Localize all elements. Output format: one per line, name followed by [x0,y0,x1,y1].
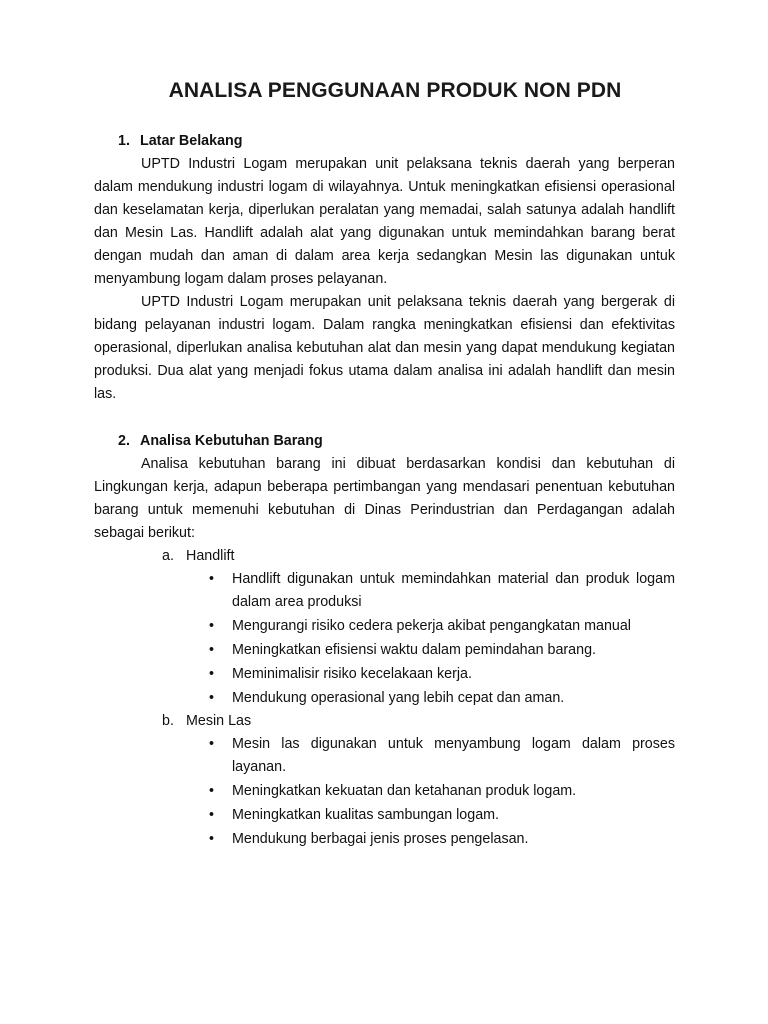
bullet-icon: • [209,642,215,658]
list-item: • Mendukung berbagai jenis proses pengelasan. [209,828,675,851]
paragraph: UPTD Industri Logam merupakan unit pelaksana teknis daerah yang bergerak di bidang pelayanan industri logam. Dalam rangka meningkatkan efisiensi dan efektivitas operasional, diperlukan analisa kebutuhan alat dan mesin yang dapat mendukung kegiatan produksi. Dua alat yang menjadi fokus utama dalam analisa ini adalah handlift dan mesin las. [94,294,675,402]
list-item: • Meningkatkan kekuatan dan ketahanan produk logam. [209,780,675,803]
bullet-icon: • [209,783,215,799]
list-item: • Mengurangi risiko cedera pekerja akibat pengangkatan manual [209,615,675,638]
sub-item-letter: b. [162,713,174,729]
section-number: 2. [118,433,130,449]
list-item: • Mesin las digunakan untuk menyambung logam dalam proses layanan. [209,733,675,779]
bullet-icon: • [209,666,215,682]
paragraph: UPTD Industri Logam merupakan unit pelaksana teknis daerah yang berperan dalam mendukung industri logam di wilayahnya. Untuk meningkatkan efisiensi operasional dan keselamatan kerja, diperlukan peralatan yang memadai, salah satunya adalah handlift dan Mesin Las. Handlift adalah alat yang digunakan untuk memindahkan barang berat dengan mudah dan aman di dalam area kerja sedangkan Mesin las digunakan untuk menyambung logam dalam proses pelayanan. [94,156,675,287]
list-item: • Mendukung operasional yang lebih cepat dan aman. [209,687,675,710]
list-item: • Meningkatkan efisiensi waktu dalam pemindahan barang. [209,639,675,662]
section-title: Analisa Kebutuhan Barang [140,433,323,449]
sub-item-handlift [162,545,675,568]
list-item: • Handlift digunakan untuk memindahkan material dan produk logam dalam area produksi [209,568,675,614]
list-item: • Meminimalisir risiko kecelakaan kerja. [209,663,675,686]
sub-item-label: Handlift [186,548,235,564]
bullet-list-mesin-las [209,733,675,851]
sub-item-mesin-las [162,710,675,733]
sub-item-label: Mesin Las [186,713,252,729]
sub-item-letter: a. [162,548,174,564]
paragraph: Analisa kebutuhan barang ini dibuat berdasarkan kondisi dan kebutuhan di Lingkungan kerja, adapun beberapa pertimbangan yang mendasari penentuan kebutuhan barang untuk memenuhi kebutuhan di Dinas Perindustrian dan Perdagangan adalah sebagai berikut: [94,456,675,541]
bullet-icon: • [209,690,215,706]
list-item: • Meningkatkan kualitas sambungan logam. [209,804,675,827]
bullet-icon: • [209,807,215,823]
bullet-icon: • [209,571,215,587]
section-number: 1. [118,133,130,149]
section-heading-latar-belakang [118,130,675,153]
bullet-list-handlift [209,568,675,710]
document-body [94,130,675,851]
section-title: Latar Belakang [140,133,243,149]
section-heading-analisa-kebutuhan [118,430,675,453]
bullet-icon: • [209,831,215,847]
bullet-icon: • [209,618,215,634]
document-title: ANALISA PENGGUNAAN PRODUK NON PDN [168,79,622,102]
bullet-icon: • [209,736,215,752]
